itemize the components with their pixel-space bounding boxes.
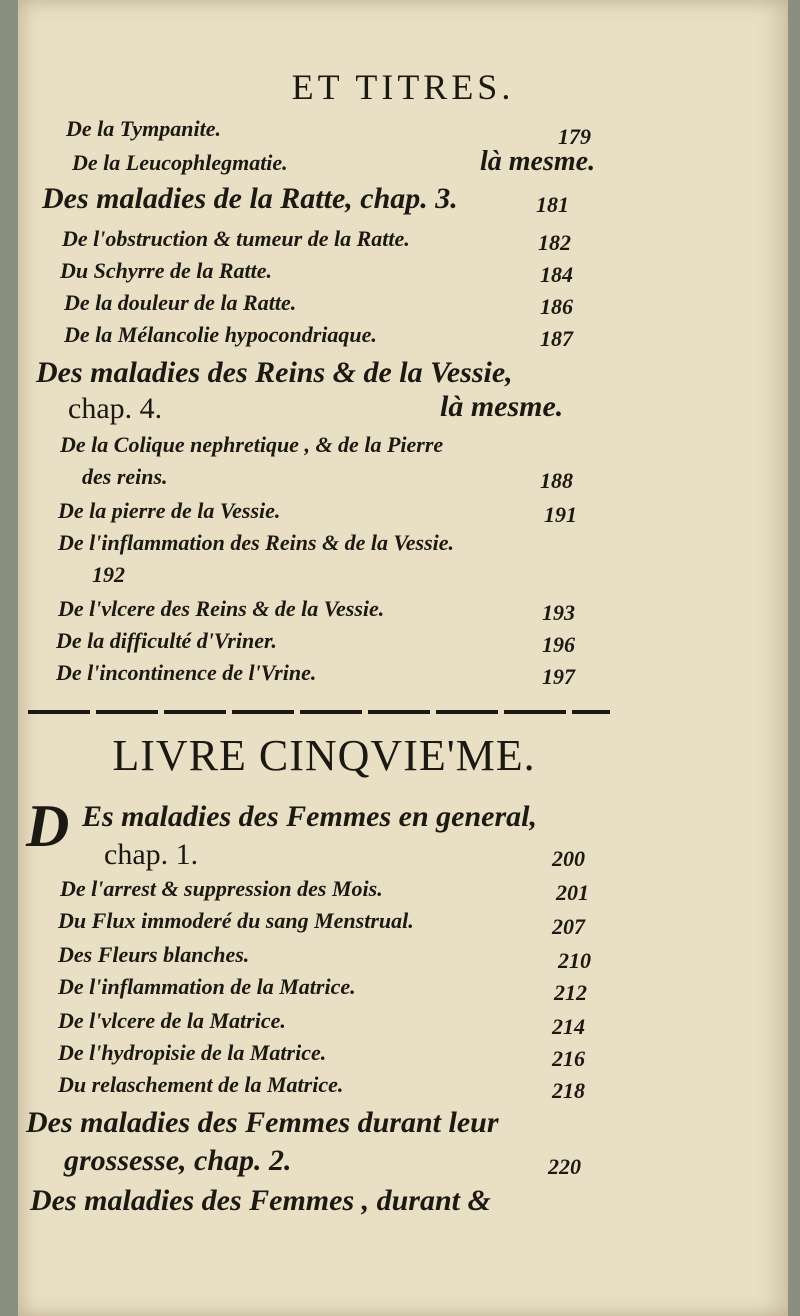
toc-entry: De la Mélancolie hypocondriaque. <box>64 322 377 347</box>
book-title: LIVRE CINQVIE'ME. <box>112 731 536 780</box>
toc-page: 187 <box>540 326 573 351</box>
toc-page: 212 <box>554 980 587 1005</box>
toc-page: 179 <box>558 124 591 149</box>
toc-page: là mesme. <box>480 146 596 177</box>
toc-page: 201 <box>556 880 589 905</box>
toc-entry: De la difficulté d'Vriner. <box>56 628 277 653</box>
toc-entry: De l'hydropisie de la Matrice. <box>58 1040 327 1065</box>
toc-entry: De l'arrest & suppression des Mois. <box>60 876 383 901</box>
toc-entry: De l'inflammation de la Matrice. <box>58 974 356 999</box>
toc-entry: De la douleur de la Ratte. <box>64 290 297 315</box>
toc-page: 200 <box>552 846 585 871</box>
dropcap: D <box>26 793 70 859</box>
section-rule <box>28 710 610 714</box>
toc-entry: des reins. <box>82 464 168 489</box>
toc-page: 218 <box>552 1078 585 1103</box>
toc-entry: De l'vlcere des Reins & de la Vessie. <box>58 596 385 621</box>
toc-page: 184 <box>540 262 573 287</box>
toc-page: 197 <box>542 664 575 689</box>
toc-entry: Des Fleurs blanches. <box>58 942 250 967</box>
toc-entry: De la Leucophlegmatie. <box>72 150 288 175</box>
toc-page: 193 <box>542 600 575 625</box>
toc-page: 182 <box>538 230 571 255</box>
toc-page: 186 <box>540 294 573 319</box>
toc-chapter: Es maladies des Femmes en general, <box>82 800 537 833</box>
book-page <box>18 0 788 1316</box>
toc-page: 188 <box>540 468 573 493</box>
toc-page: 220 <box>548 1154 581 1179</box>
toc-chapter: grossesse, chap. 2. <box>64 1144 292 1177</box>
toc-entry: De l'obstruction & tumeur de la Ratte. <box>62 226 410 251</box>
toc-page: là mesme. <box>440 390 564 423</box>
toc-entry: De la Tympanite. <box>66 116 221 141</box>
toc-page: 181 <box>536 192 569 217</box>
running-head: ET TITRES. <box>291 67 515 107</box>
toc-entry: Du Schyrre de la Ratte. <box>60 258 273 283</box>
toc-chapter: chap. 1. <box>104 838 199 871</box>
toc-entry: De l'vlcere de la Matrice. <box>58 1008 286 1033</box>
toc-page: 216 <box>552 1046 585 1071</box>
toc-entry: Du relaschement de la Matrice. <box>58 1072 344 1097</box>
toc-chapter: Des maladies des Femmes , durant & <box>30 1184 491 1217</box>
toc-entry: 192 <box>92 562 125 587</box>
toc-chapter: Des maladies des Reins & de la Vessie, <box>36 356 513 389</box>
toc-page: 210 <box>558 948 591 973</box>
toc-page: 207 <box>552 914 585 939</box>
toc-entry: De l'incontinence de l'Vrine. <box>56 660 317 685</box>
toc-page: 214 <box>552 1014 585 1039</box>
toc-page: 191 <box>544 502 577 527</box>
toc-entry: Du Flux immoderé du sang Menstrual. <box>58 908 414 933</box>
toc-chapter: Des maladies de la Ratte, chap. 3. <box>42 182 458 215</box>
toc-chapter: Des maladies des Femmes durant leur <box>26 1106 499 1139</box>
toc-chapter: chap. 4. <box>68 392 163 425</box>
toc-page: 196 <box>542 632 575 657</box>
toc-entry: De l'inflammation des Reins & de la Vessie. <box>58 530 455 555</box>
toc-entry: De la Colique nephretique , & de la Pierre <box>60 432 444 457</box>
toc-entry: De la pierre de la Vessie. <box>58 498 281 523</box>
